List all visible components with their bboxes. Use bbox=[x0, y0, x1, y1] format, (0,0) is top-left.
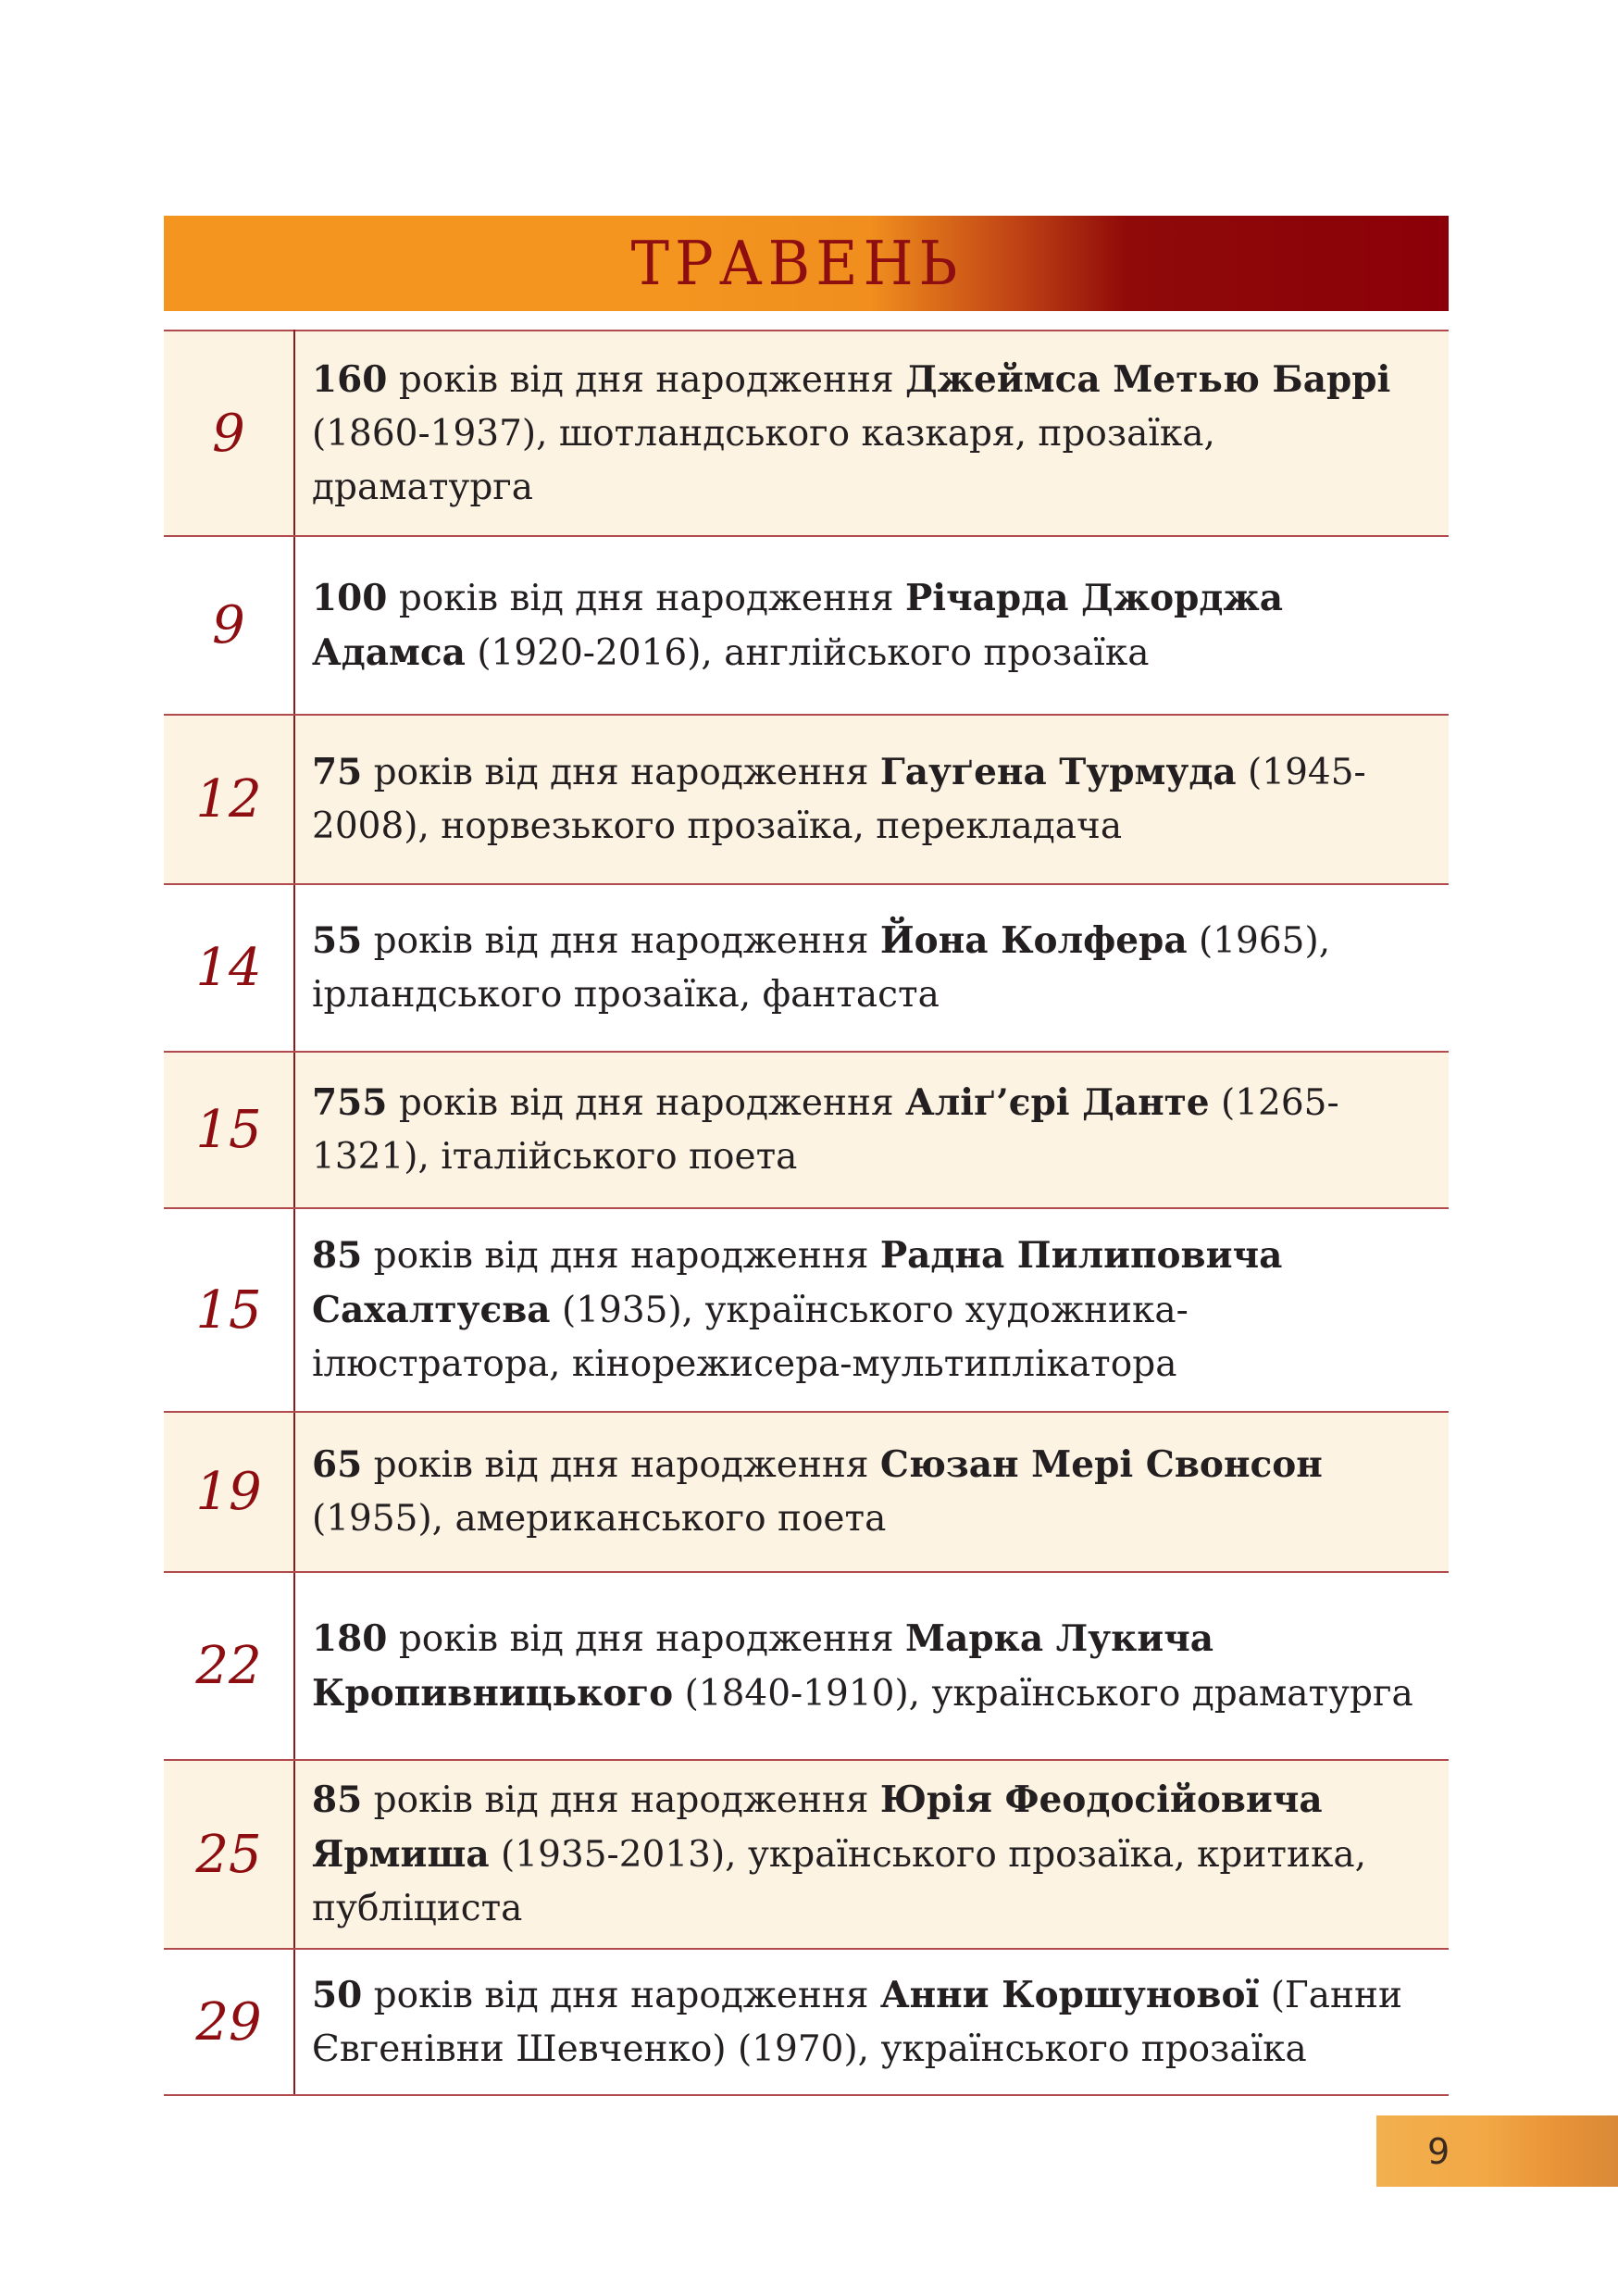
event-person-name: Радна Пилиповича Сахалтуєва bbox=[312, 1234, 1283, 1331]
event-description bbox=[294, 1572, 1449, 1760]
event-details: (Ганни Євгенівни Шевченко) (1970), українського прозаїка bbox=[312, 1974, 1402, 2070]
event-description bbox=[294, 1760, 1449, 1949]
event-row bbox=[164, 1208, 1449, 1412]
events-table bbox=[164, 330, 1449, 2096]
event-details: (1955), американського поета bbox=[312, 1498, 887, 1540]
event-person-name: Анни Коршунової bbox=[879, 1973, 1260, 2016]
event-years: 85 bbox=[312, 1234, 363, 1277]
event-years: 180 bbox=[312, 1616, 388, 1660]
event-years: 75 bbox=[312, 751, 363, 793]
event-description bbox=[294, 1412, 1449, 1572]
event-day: 9 bbox=[164, 331, 294, 536]
event-text: років від дня народження bbox=[362, 920, 880, 962]
event-day: 14 bbox=[164, 884, 294, 1052]
page-number-tab bbox=[1376, 2115, 1618, 2187]
event-details: (1265-1321), італійського поета bbox=[312, 1082, 1339, 1178]
event-day: 15 bbox=[164, 1208, 294, 1412]
event-description bbox=[294, 884, 1449, 1052]
event-text: років від дня народження bbox=[387, 358, 905, 401]
event-years: 755 bbox=[312, 1081, 388, 1124]
month-header bbox=[164, 216, 1449, 311]
event-person-name: Марка Лукича Кропивницького bbox=[312, 1616, 1214, 1715]
event-details: (1935-2013), українського прозаїка, критика, публіциста bbox=[312, 1834, 1366, 1929]
event-details: (1920-2016), англійського прозаїка bbox=[465, 631, 1150, 674]
event-row bbox=[164, 1949, 1449, 2095]
event-details: (1965), ірландського прозаїка, фантаста bbox=[312, 920, 1331, 1016]
event-row bbox=[164, 715, 1449, 884]
event-details: (1860-1937), шотландського казкаря, прозаїка, драматурга bbox=[312, 412, 1215, 508]
event-person-name: Юрія Феодосійовича Ярмиша bbox=[312, 1778, 1323, 1876]
event-years: 160 bbox=[312, 357, 388, 401]
event-text: років від дня народження bbox=[387, 1617, 905, 1660]
event-description bbox=[294, 536, 1449, 715]
event-person-name: Гауґена Турмуда bbox=[879, 751, 1237, 793]
event-day: 12 bbox=[164, 715, 294, 884]
event-years: 55 bbox=[312, 919, 363, 962]
event-text: років від дня народження bbox=[362, 752, 880, 793]
event-day: 22 bbox=[164, 1572, 294, 1760]
event-person-name: Сюзан Мері Свонсон bbox=[879, 1443, 1323, 1486]
event-person-name: Аліґ’єрі Данте bbox=[904, 1081, 1210, 1124]
event-text: років від дня народження bbox=[362, 1779, 880, 1821]
event-details: (1840-1910), українського драматурга bbox=[673, 1672, 1413, 1715]
event-row bbox=[164, 884, 1449, 1052]
event-description bbox=[294, 715, 1449, 884]
event-text: років від дня народження bbox=[362, 1235, 880, 1277]
event-description bbox=[294, 331, 1449, 536]
event-row bbox=[164, 1412, 1449, 1572]
event-description bbox=[294, 1208, 1449, 1412]
page-number: 9 bbox=[1427, 2130, 1450, 2172]
event-person-name: Джеймса Метью Баррі bbox=[904, 357, 1391, 401]
event-years: 50 bbox=[312, 1973, 363, 2016]
event-text: років від дня народження bbox=[387, 1082, 905, 1124]
event-day: 19 bbox=[164, 1412, 294, 1572]
event-years: 85 bbox=[312, 1778, 363, 1821]
event-person-name: Йона Колфера bbox=[879, 919, 1188, 962]
event-text: років від дня народження bbox=[387, 577, 905, 619]
event-day: 25 bbox=[164, 1760, 294, 1949]
event-row bbox=[164, 331, 1449, 536]
event-description bbox=[294, 1949, 1449, 2095]
month-title: ТРАВЕНЬ bbox=[630, 228, 964, 299]
event-day: 9 bbox=[164, 536, 294, 715]
event-description bbox=[294, 1052, 1449, 1208]
event-years: 65 bbox=[312, 1443, 363, 1486]
event-years: 100 bbox=[312, 576, 388, 619]
event-day: 15 bbox=[164, 1052, 294, 1208]
event-details: (1935), українського художника-ілюстратора, кінорежисера-мультиплікатора bbox=[312, 1290, 1189, 1385]
event-text: років від дня народження bbox=[362, 1444, 880, 1486]
event-row bbox=[164, 536, 1449, 715]
event-row bbox=[164, 1760, 1449, 1949]
event-details: (1945-2008), норвезького прозаїка, перекладача bbox=[312, 752, 1366, 847]
event-row bbox=[164, 1572, 1449, 1760]
event-row bbox=[164, 1052, 1449, 1208]
event-day: 29 bbox=[164, 1949, 294, 2095]
event-text: років від дня народження bbox=[362, 1974, 880, 2016]
event-person-name: Річарда Джорджа Адамса bbox=[312, 576, 1284, 674]
